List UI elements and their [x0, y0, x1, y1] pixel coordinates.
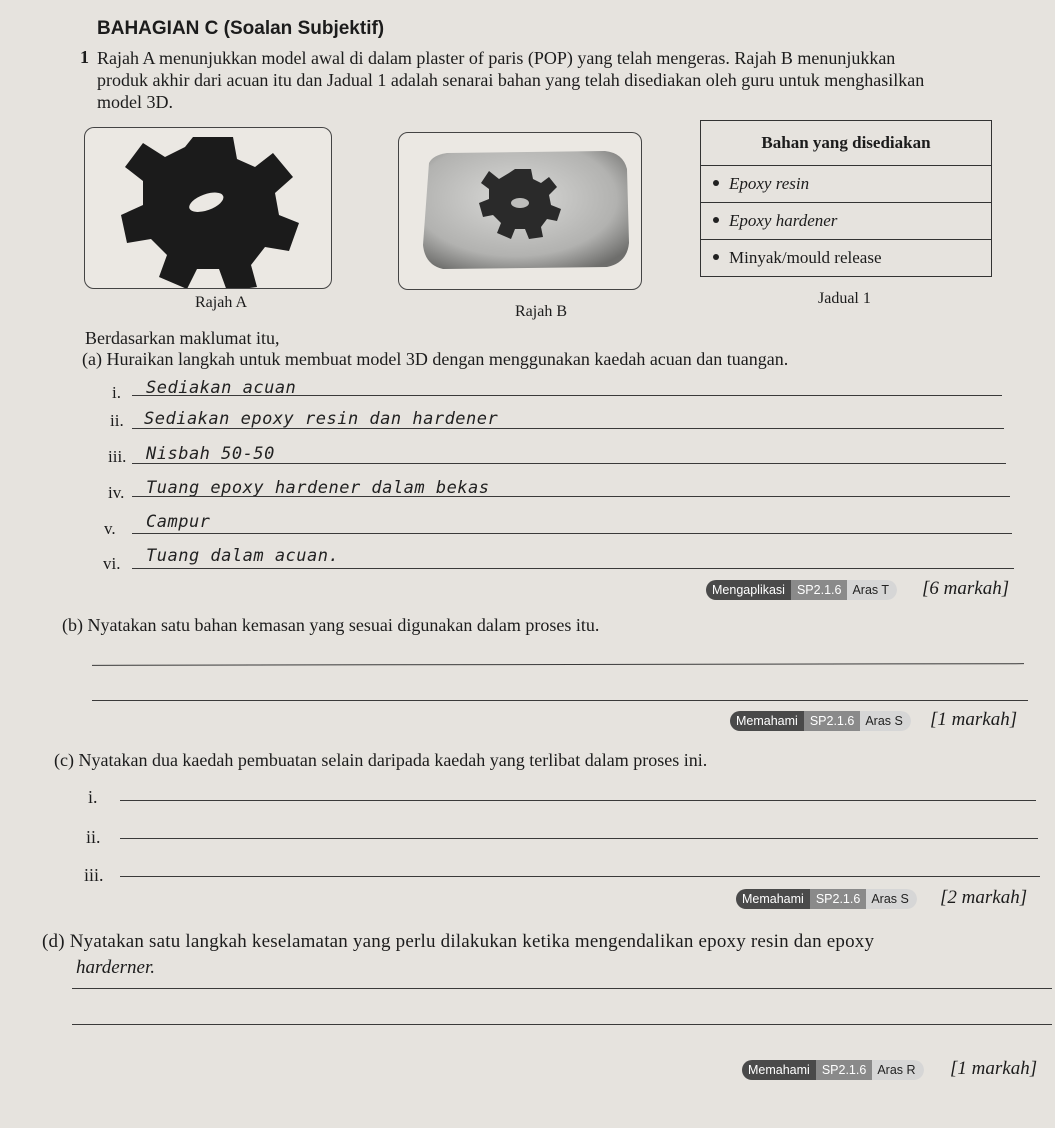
part-a-answer-3[interactable]: Nisbah 50-50: [146, 444, 275, 464]
skill-tag: Memahami SP2.1.6 Aras S: [736, 889, 917, 909]
part-d-question-line-1: (d) Nyatakan satu langkah keselamatan yang perlu dilakukan ketika mengendalikan epoxy resin dan epoxy: [42, 931, 875, 952]
table-item-epoxy-hardener: Epoxy hardener: [729, 211, 838, 230]
part-a-numeral-2: ii.: [110, 411, 124, 430]
part-a-answer-5[interactable]: Campur: [146, 512, 211, 532]
part-a-numeral-5: v.: [104, 519, 116, 538]
part-a-numeral-6: vi.: [103, 554, 121, 573]
bullet-icon: [713, 254, 719, 260]
part-c-numeral-1: i.: [88, 787, 98, 807]
mould-image-b: [399, 133, 641, 289]
part-a-numeral-1: i.: [112, 383, 121, 402]
skill-tag: Memahami SP2.1.6 Aras R: [742, 1060, 924, 1080]
bullet-icon: [713, 217, 719, 223]
marks-label: [6 markah]: [922, 578, 1010, 599]
part-a-answer-1[interactable]: Sediakan acuan: [146, 378, 297, 398]
part-a-answer-6[interactable]: Tuang dalam acuan.: [146, 546, 340, 566]
section-title: BAHAGIAN C (Soalan Subjektif): [97, 18, 385, 39]
part-c-numeral-3: iii.: [84, 865, 104, 885]
rajah-b-caption: Rajah B: [515, 303, 567, 320]
answer-line: [92, 663, 1024, 666]
part-d-question-line-2: harderner.: [76, 957, 155, 978]
part-a-numeral-3: iii.: [108, 447, 127, 466]
marks-label: [1 markah]: [950, 1058, 1038, 1079]
bullet-icon: [713, 180, 719, 186]
gear-image-a: [85, 128, 331, 288]
table-header: Bahan yang disediakan: [701, 121, 992, 166]
part-a-numeral-4: iv.: [108, 483, 125, 502]
lead-text: Berdasarkan maklumat itu,: [85, 328, 280, 348]
rajah-b-figure: [398, 132, 642, 290]
part-a-answer-2[interactable]: Sediakan epoxy resin dan hardener: [144, 409, 499, 429]
part-a-answer-4[interactable]: Tuang epoxy hardener dalam bekas: [146, 478, 490, 498]
table-row: [701, 166, 992, 203]
table-item-mould-release: Minyak/mould release: [729, 248, 882, 267]
part-c-numeral-2: ii.: [86, 827, 101, 847]
intro-line-2: produk akhir dari acuan itu dan Jadual 1 adalah senarai bahan yang telah disediakan oleh guru untuk menghasilkan: [97, 70, 925, 90]
answer-line: [132, 568, 1014, 569]
jadual-caption: Jadual 1: [818, 290, 871, 307]
answer-line: [72, 1024, 1052, 1025]
answer-line: [120, 838, 1038, 839]
intro-line-1: Rajah A menunjukkan model awal di dalam plaster of paris (POP) yang telah mengeras. Rajah B menunjukkan: [97, 48, 896, 68]
part-a-question: (a) Huraikan langkah untuk membuat model 3D dengan menggunakan kaedah acuan dan tuangan.: [82, 349, 789, 369]
answer-line: [72, 988, 1052, 989]
answer-line: [92, 700, 1028, 701]
answer-line: [120, 800, 1036, 801]
answer-line: [132, 463, 1006, 464]
table-row: [701, 203, 992, 240]
skill-tag: Memahami SP2.1.6 Aras S: [730, 711, 911, 731]
rajah-a-figure: [84, 127, 332, 289]
question-number: 1: [80, 47, 89, 67]
part-c-question: (c) Nyatakan dua kaedah pembuatan selain daripada kaedah yang terlibat dalam proses ini.: [54, 750, 708, 770]
answer-line: [132, 395, 1002, 396]
answer-line: [120, 876, 1040, 877]
rajah-a-caption: Rajah A: [195, 294, 247, 311]
marks-label: [2 markah]: [940, 887, 1028, 908]
table-row: [701, 240, 992, 277]
skill-tag: Mengaplikasi SP2.1.6 Aras T: [706, 580, 897, 600]
intro-line-3: model 3D.: [97, 92, 173, 112]
part-b-question: (b) Nyatakan satu bahan kemasan yang sesuai digunakan dalam proses itu.: [62, 615, 600, 635]
materials-table: [700, 120, 992, 277]
answer-line: [132, 496, 1010, 497]
marks-label: [1 markah]: [930, 709, 1018, 730]
answer-line: [132, 428, 1004, 429]
answer-line: [132, 533, 1012, 534]
table-item-epoxy-resin: Epoxy resin: [729, 174, 810, 193]
